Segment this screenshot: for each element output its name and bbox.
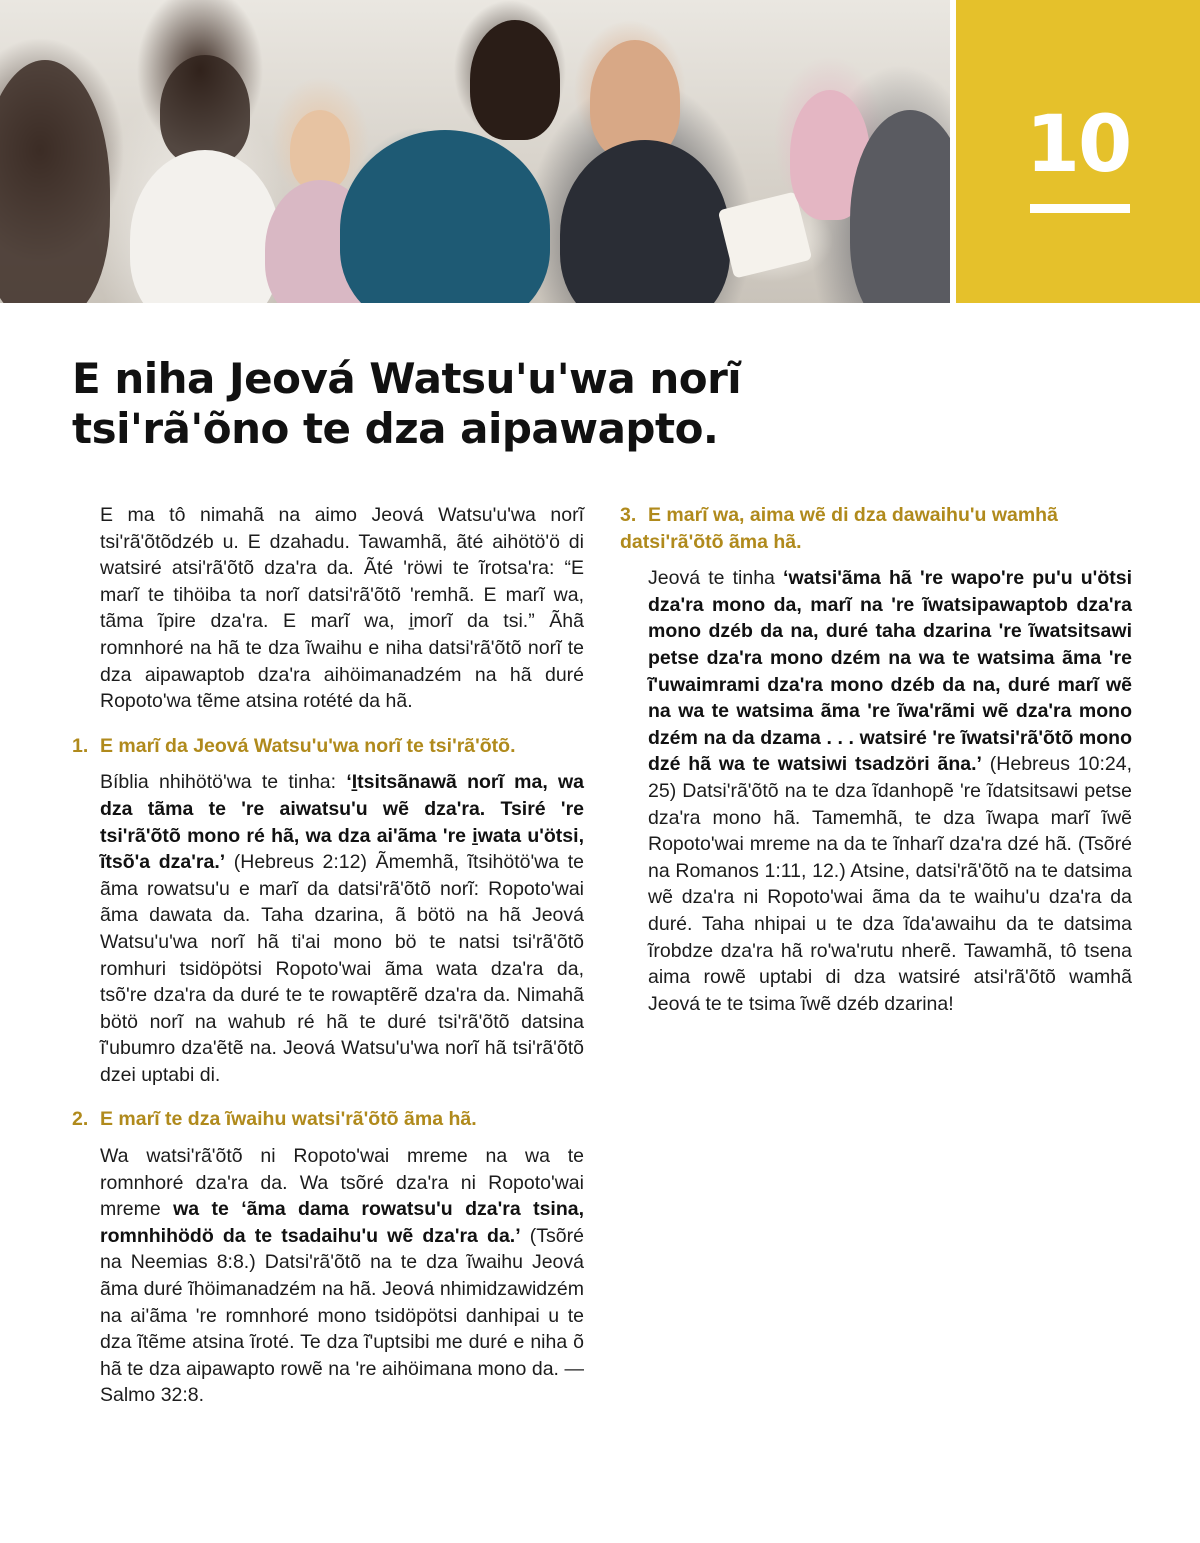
section-1-bold: ‘I̱tsitsãnawã norĩ ma, wa dza tãma te 're aiwatsu'u wẽ dza'ra. Tsiré 're tsi'rã'õtõ mono ré hã, wa dza ai'ãma 're i̱wata u'ötsi, ĩtsõ'a dza'ra.’ — [100, 771, 584, 874]
section-2-paragraph — [72, 1143, 584, 1409]
title-line-1: E niha Jeová Watsu'u'wa norĩ — [72, 354, 742, 403]
lesson-badge — [956, 0, 1200, 303]
right-column — [620, 502, 1132, 1017]
title-line-2: tsi'rã'õno te dza aipawapto. — [72, 404, 719, 453]
question-2-text: E marĩ te dza ĩwaihu watsi'rã'õtõ ãma hã. — [100, 1108, 477, 1131]
question-1-text: E marĩ da Jeová Watsu'u'wa norĩ te tsi'rã'õtõ. — [100, 734, 516, 757]
question-3 — [620, 502, 1132, 555]
section-2-bold: wa te ‘ãma dama rowatsu'u dza'ra tsina, romnhihödö da te tsadaihu'u wẽ dza'ra da.’ — [100, 1198, 585, 1247]
section-3-text-1: Jeová te tinha — [648, 567, 784, 590]
section-2-text-1: Wa watsi'rã'õtõ ni Ropoto'wai mreme na wa te romnhoré dza'ra da. Wa tsõré dza'ra ni Ropoto'wai mreme — [100, 1145, 584, 1221]
section-3-paragraph — [620, 565, 1132, 1017]
section-3-bold: ‘watsi'ãma hã 're wapo're pu'u u'ötsi dza'ra mono da, marĩ na 're ĩwatsipawaptob dza'ra mono dzéb da na, duré taha dzarina 're ĩwatsitsawi petse dza'ra mono dzém na wa te watsima ãma 're ĩ'uwaimrami dza'ra mono dzéb da na, duré marĩ wẽ na wa te watsima ãma 're ĩwa'rãmi wẽ dza'ra mono dzém na da dzama . . . watsiré 're ĩwatsi'rã'õtõ mono dzé hã wa te watsiwi tsadzöri ãna.’ — [648, 567, 1132, 776]
question-3-number: 3. — [620, 504, 637, 526]
question-2 — [72, 1106, 584, 1133]
badge-underline — [1030, 204, 1130, 213]
header-photo — [0, 0, 950, 303]
question-1 — [72, 733, 584, 760]
left-column — [72, 502, 584, 1409]
section-2-text-2: (Tsõré na Neemias 8:8.) Datsi'rã'õtõ na te dza ĩwaihu Jeová ãma duré ĩhöimanadzém na hã. Jeová nhimidzawidzém na ai'ãma 're romnhoré mono tsidöpötsi danhipai u te dza ĩtẽme atsina ĩroté. Te dza ĩ'uptsibi me duré e niha õ hã te dza aipawapto rowẽ na 're aihöimana mono da. — Salmo 32:8. — [100, 1224, 584, 1407]
intro-paragraph: E ma tô nimahã na aimo Jeová Watsu'u'wa norĩ tsi'rã'õtõdzéb u. E dzahadu. Tawamhã, ãté aihötö'ö di watsiré atsi'rã'õtõ dza'ra da. Ãté 'röwi te ĩrotsa'ra: “E marĩ te tihöiba ta norĩ datsi'rã'õtõ 'remhã. E marĩ wa, tãma ĩpire dza'ra. E marĩ wa, i̱morĩ da tsi.” Ãhã romnhoré na hã te dza ĩwaihu e niha datsi'rã'õtõ norĩ te dza aipawaptob dza'ra aihöimanadzém na hã duré Ropoto'wa tẽme atsina rotété da hã. — [100, 504, 584, 713]
question-3-text: E marĩ wa, aima wẽ di dza dawaihu'u wamhã datsi'rã'õtõ ãma hã. — [620, 504, 1058, 553]
section-3-text-2: (Hebreus 10:24, 25) Datsi'rã'õtõ na te dza ĩdanhopẽ 're ĩdatsitsawi petse dza'ra mono hã. Tamemhã, te dza ĩwapa marĩ ĩwẽ Ropoto'wai mreme na da te ĩnharĩ dza'ra dzé hã. (Tsõré na Romanos 1:11, 12.) Atsine, datsi'rã'õtõ na te datsima wẽ dza'ra ni Ropoto'wai ãma da te waihu'u dza'ra da duré. Taha nhipai u te dza ĩda'awaihu da te datsima ĩrobdze dza'ra hã ro'wa'rutu nherẽ. Tawamhã, tô tsena aima rowẽ uptabi di dza watsiré atsi'rã'õtõ wamhã Jeová te te tsima ĩwẽ dzéb dzarina! — [648, 753, 1132, 1015]
question-2-number: 2. — [72, 1108, 89, 1131]
question-1-number: 1. — [72, 734, 89, 757]
page-title — [72, 354, 872, 454]
lesson-number: 10 — [1025, 100, 1131, 190]
section-1-paragraph — [72, 769, 584, 1088]
section-1-text-1: Bíblia nhihötö'wa te tinha: — [100, 771, 347, 794]
section-1-text-2: (Hebreus 2:12) Ãmemhã, ĩtsihötö'wa te ãma rowatsu'u e marĩ da datsi'rã'õtõ norĩ: Ropoto'wai ãma dawata da. Taha dzarina, ã bötö na hã Jeová Watsu'u'wa norĩ hã ti'ai mono bö te natsi tsi'rã'õtõ romhuri tsidöpötsi Ropoto'wai ãma wata dza'ra da, tsõ're dza'ra da duré te te rowaptẽrẽ dza'ra da. Nimahã bötö norĩ na wahub ré hã te duré tsi'rã'õtõ datsina ĩ'ubumro dza'ẽtẽ na. Jeová Watsu'u'wa norĩ hã tsi'rã'õtõ dzei uptabi di. — [100, 851, 584, 1086]
